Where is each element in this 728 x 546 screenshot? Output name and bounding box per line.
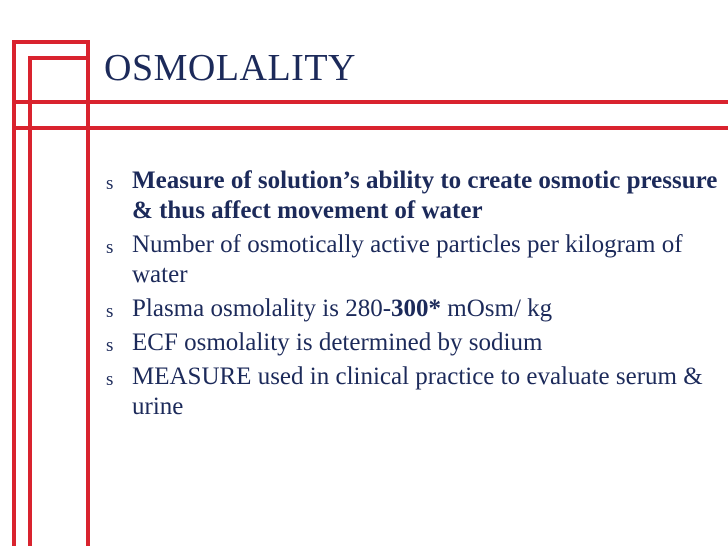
bullet-item [104,362,724,422]
bullet-item [104,230,724,290]
bullet-marker: s [106,369,114,390]
bullet-list [104,166,724,426]
bullet-marker: s [106,335,114,356]
bullet-marker: s [106,301,114,322]
title-underline-rule [12,100,728,104]
bullet-item [104,294,724,324]
bullet-text: Measure of solution’s ability to create osmotic pressure & thus affect movement of water [132,167,718,224]
bullet-text: MEASURE used in clinical practice to evaluate serum & urine [132,363,703,420]
bullet-text: ECF osmolality is determined by sodium [132,329,543,356]
bullet-marker: s [106,173,114,194]
bullet-item [104,328,724,358]
frame-right-lower-line [86,100,90,546]
slide-title: OSMOLALITY [104,47,356,89]
frame-left-outer-line [12,40,16,546]
bullet-text-emphasis: 300* [391,295,442,322]
frame-right-top-line [86,40,90,102]
frame-top-inner-line [28,56,90,60]
frame-top-outer-line [12,40,90,44]
title-underline-rule-secondary [12,126,728,130]
bullet-marker: s [106,237,114,258]
bullet-text-suffix: mOsm/ kg [441,295,553,322]
bullet-text: Number of osmotically active particles per kilogram of water [132,231,683,288]
bullet-item [104,166,724,226]
bullet-text-prefix: Plasma osmolality is 280- [132,295,392,322]
